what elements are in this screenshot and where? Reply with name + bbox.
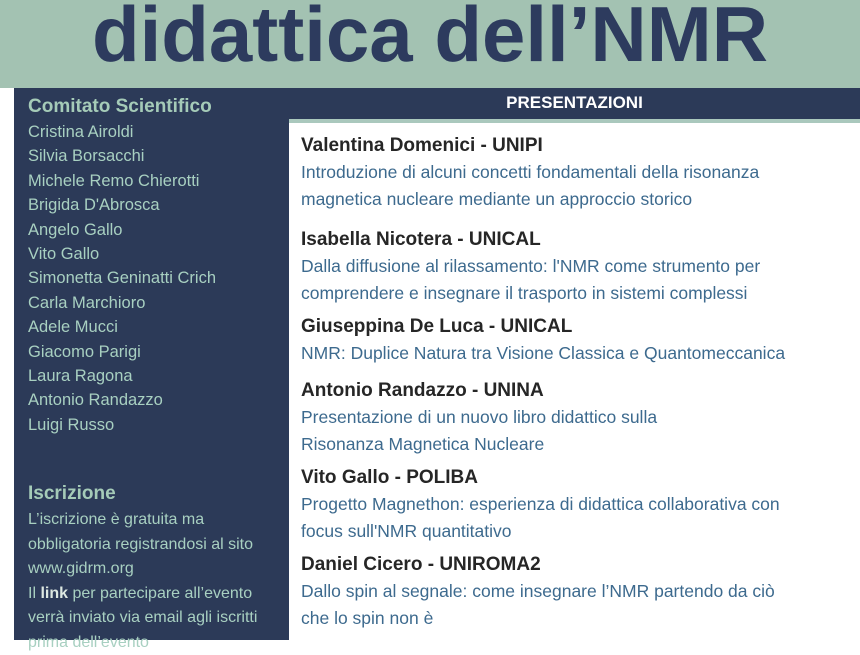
committee-list (28, 120, 216, 437)
presentation-speaker: Valentina Domenici - UNIPI (301, 135, 543, 156)
committee-member: Simonetta Geninatti Crich (28, 269, 217, 288)
registration-text (28, 508, 290, 655)
presentation-title-line: focus sull'NMR quantitativo (301, 521, 512, 541)
committee-member: Laura Ragona (28, 366, 133, 385)
committee-member: Luigi Russo (28, 415, 115, 434)
page-title: didattica dell’NMR (91, 0, 769, 78)
presentation-speaker: Giuseppina De Luca - UNICAL (301, 316, 573, 337)
presentation-item (301, 377, 856, 458)
registration-link-word: link (40, 584, 69, 602)
presentation-title-line: magnetica nucleare mediante un approccio storico (301, 189, 693, 209)
presentation-title-line: Risonanza Magnetica Nucleare (301, 434, 545, 454)
presentations-header-bar (289, 88, 860, 119)
presentation-title-line: comprendere e insegnare il trasporto in sistemi complessi (301, 283, 748, 303)
registration-line1: L’iscrizione è gratuita ma obbligatoria registrandosi al sito www.gidrm.org (28, 511, 254, 577)
presentation-speaker: Isabella Nicotera - UNICAL (301, 229, 541, 250)
presentation-title-line: Progetto Magnethon: esperienza di didattica collaborativa con (301, 494, 780, 514)
presentation-title-line: Introduzione di alcuni concetti fondamentali della risonanza (301, 162, 760, 182)
presentation-item (301, 551, 856, 632)
presentation-title-line: Dallo spin al segnale: come insegnare l’NMR partendo da ciò (301, 581, 775, 601)
presentation-item (301, 226, 856, 307)
committee-member: Michele Remo Chierotti (28, 171, 200, 190)
presentations-heading: PRESENTAZIONI (506, 93, 643, 112)
committee-member: Carla Marchioro (28, 293, 146, 312)
divider (289, 119, 860, 123)
committee-member: Adele Mucci (28, 318, 118, 337)
committee-heading: Comitato Scientifico (28, 96, 212, 117)
presentation-speaker: Daniel Cicero - UNIROMA2 (301, 554, 541, 575)
committee-member: Silvia Borsacchi (28, 147, 145, 166)
presentation-item (301, 313, 856, 367)
presentation-speaker: Vito Gallo - POLIBA (301, 467, 478, 488)
sidebar (14, 88, 289, 651)
presentation-title-line: NMR: Duplice Natura tra Visione Classica e Quantomeccanica (301, 343, 786, 363)
committee-member: Cristina Airoldi (28, 123, 134, 141)
presentation-title-line: Dalla diffusione al rilassamento: l'NMR come strumento per (301, 256, 761, 276)
registration-prefix: Il (28, 584, 41, 602)
presentation-title-line: Presentazione di un nuovo libro didattico sulla (301, 407, 658, 427)
committee-member: Antonio Randazzo (28, 391, 163, 410)
committee-member: Vito Gallo (28, 244, 100, 263)
page-header (0, 0, 860, 88)
presentation-item (301, 464, 856, 545)
presentation-speaker: Antonio Randazzo - UNINA (301, 380, 544, 401)
presentation-item (301, 132, 856, 213)
committee-member: Angelo Gallo (28, 220, 123, 239)
committee-member: Brigida D'Abrosca (28, 196, 160, 215)
committee-member: Giacomo Parigi (28, 342, 141, 361)
registration-line2: per partecipare all’evento verrà inviato via email agli iscritti prima dell’evento (28, 584, 258, 651)
registration-heading: Iscrizione (28, 483, 116, 504)
presentation-title-line: che lo spin non è (301, 608, 434, 628)
